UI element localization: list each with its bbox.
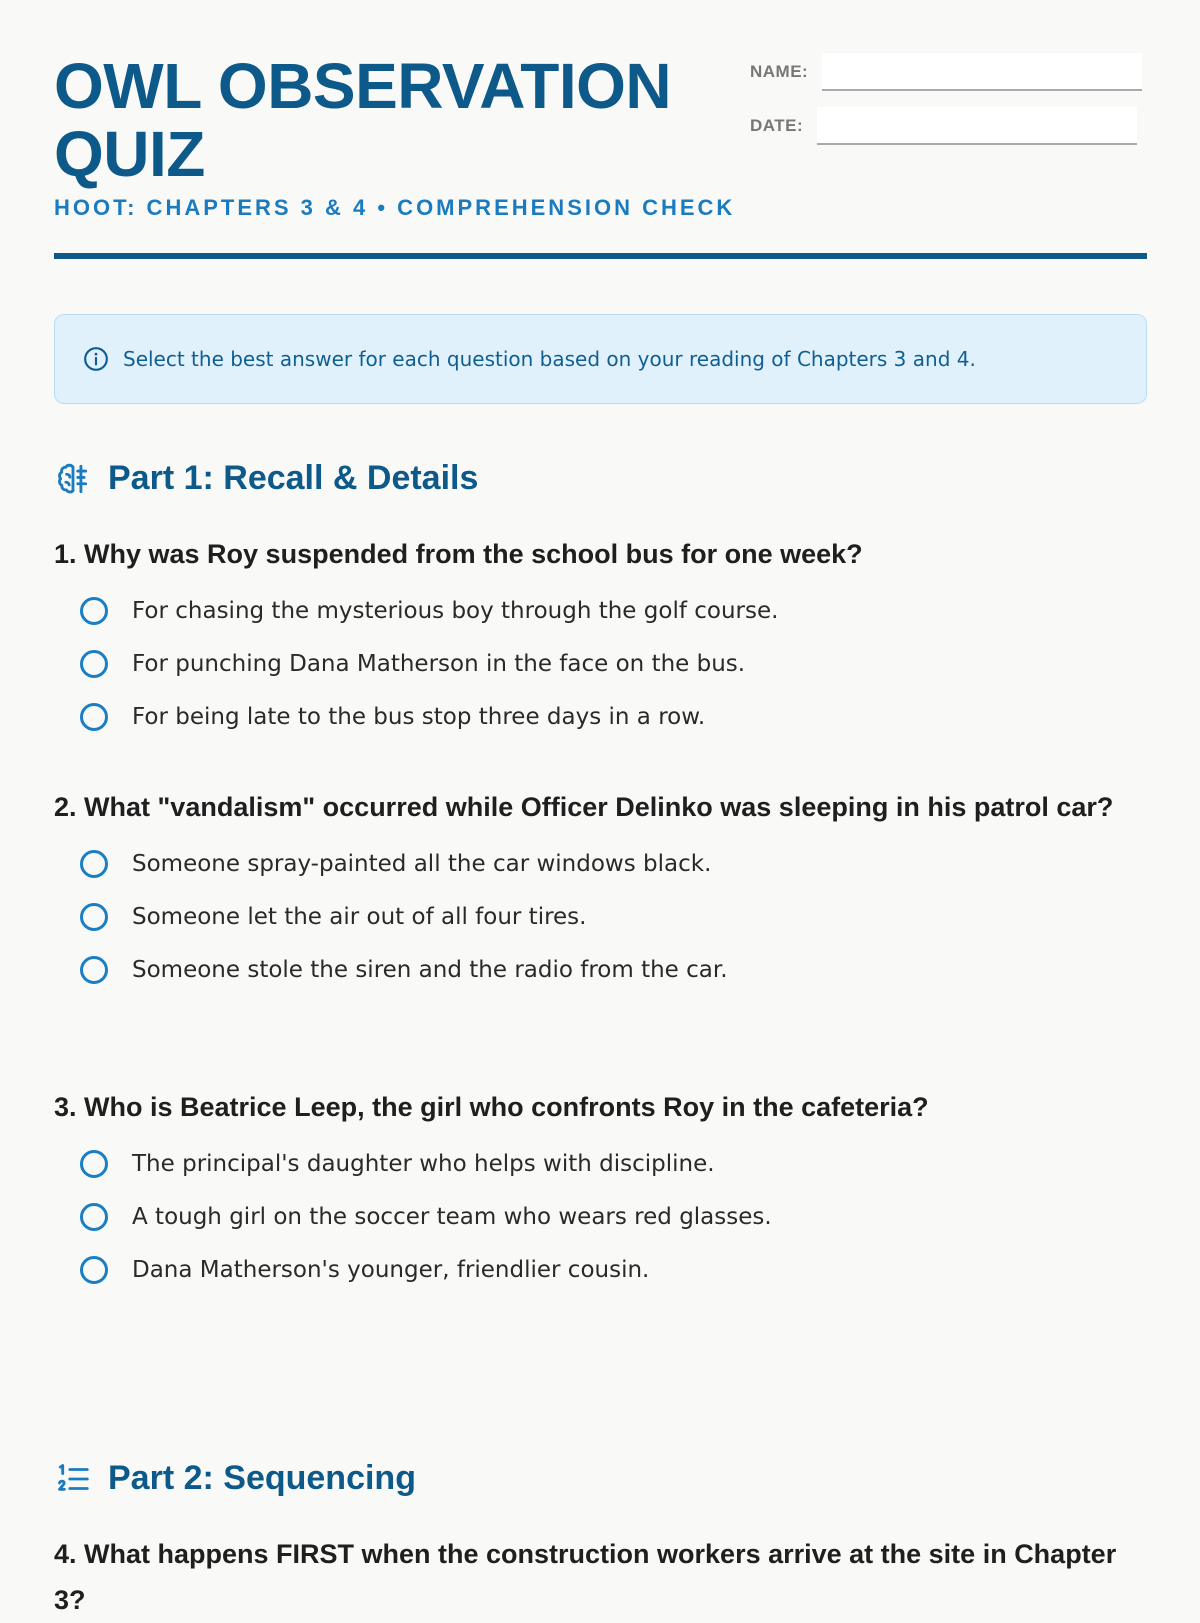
quiz-page	[54, 0, 1147, 1615]
radio-button[interactable]	[80, 1256, 108, 1284]
q1-option-b[interactable]	[54, 637, 1147, 690]
q3-option-c[interactable]	[54, 1243, 1147, 1296]
option-text: Someone spray-painted all the car windows black.	[132, 850, 712, 877]
q1-option-c[interactable]	[54, 690, 1147, 743]
q1-option-a[interactable]	[54, 584, 1147, 637]
option-text: For punching Dana Matherson in the face on the bus.	[132, 650, 746, 677]
part2-heading	[54, 1459, 416, 1498]
question-1-text: 1. Why was Roy suspended from the school bus for one week?	[54, 539, 863, 569]
date-field-group	[750, 107, 1137, 145]
option-text: Someone stole the siren and the radio from the car.	[132, 956, 728, 983]
question-3-options	[54, 1137, 1147, 1296]
q3-option-a[interactable]	[54, 1137, 1147, 1190]
option-text: Someone let the air out of all four tires.	[132, 903, 587, 930]
radio-button[interactable]	[80, 703, 108, 731]
instructions-text: Select the best answer for each question based on your reading of Chapters 3 and 4.	[123, 347, 976, 371]
header-divider	[54, 253, 1147, 259]
option-text: For chasing the mysterious boy through the golf course.	[132, 597, 779, 624]
radio-button[interactable]	[80, 1150, 108, 1178]
radio-button[interactable]	[80, 1203, 108, 1231]
question-3	[54, 1084, 1147, 1296]
option-text: For being late to the bus stop three days in a row.	[132, 703, 706, 730]
question-1	[54, 531, 1147, 743]
brain-icon	[54, 460, 92, 498]
question-2-text: 2. What "vandalism" occurred while Officer Delinko was sleeping in his patrol car?	[54, 792, 1114, 822]
option-text: Dana Matherson's younger, friendlier cousin.	[132, 1256, 650, 1283]
numbered-list-icon	[54, 1460, 92, 1498]
option-text: The principal's daughter who helps with discipline.	[132, 1150, 715, 1177]
quiz-subtitle: HOOT: CHAPTERS 3 & 4 • COMPREHENSION CHECK	[54, 195, 736, 220]
part1-title: Part 1: Recall & Details	[108, 459, 479, 497]
part1-heading	[54, 459, 478, 498]
option-text: A tough girl on the soccer team who wears red glasses.	[132, 1203, 772, 1230]
radio-button[interactable]	[80, 850, 108, 878]
name-label: NAME:	[750, 62, 809, 81]
question-2-options	[54, 837, 1147, 996]
q2-option-c[interactable]	[54, 943, 1147, 996]
info-icon	[83, 346, 109, 372]
date-input[interactable]	[817, 107, 1137, 145]
quiz-title: OWL OBSERVATION QUIZ	[54, 50, 672, 190]
quiz-header	[54, 0, 1147, 262]
radio-button[interactable]	[80, 903, 108, 931]
date-label: DATE:	[750, 116, 804, 135]
q2-option-b[interactable]	[54, 890, 1147, 943]
radio-button[interactable]	[80, 956, 108, 984]
question-3-text: 3. Who is Beatrice Leep, the girl who confronts Roy in the cafeteria?	[54, 1092, 929, 1122]
instructions-box	[54, 314, 1147, 404]
name-field-group	[750, 53, 1142, 91]
question-4	[54, 1531, 1147, 1623]
question-2	[54, 784, 1147, 996]
radio-button[interactable]	[80, 597, 108, 625]
q2-option-a[interactable]	[54, 837, 1147, 890]
radio-button[interactable]	[80, 650, 108, 678]
question-4-text: 4. What happens FIRST when the construction workers arrive at the site in Chapter 3?	[54, 1539, 1117, 1615]
name-input[interactable]	[822, 53, 1142, 91]
part2-title: Part 2: Sequencing	[108, 1459, 416, 1497]
q3-option-b[interactable]	[54, 1190, 1147, 1243]
question-1-options	[54, 584, 1147, 743]
